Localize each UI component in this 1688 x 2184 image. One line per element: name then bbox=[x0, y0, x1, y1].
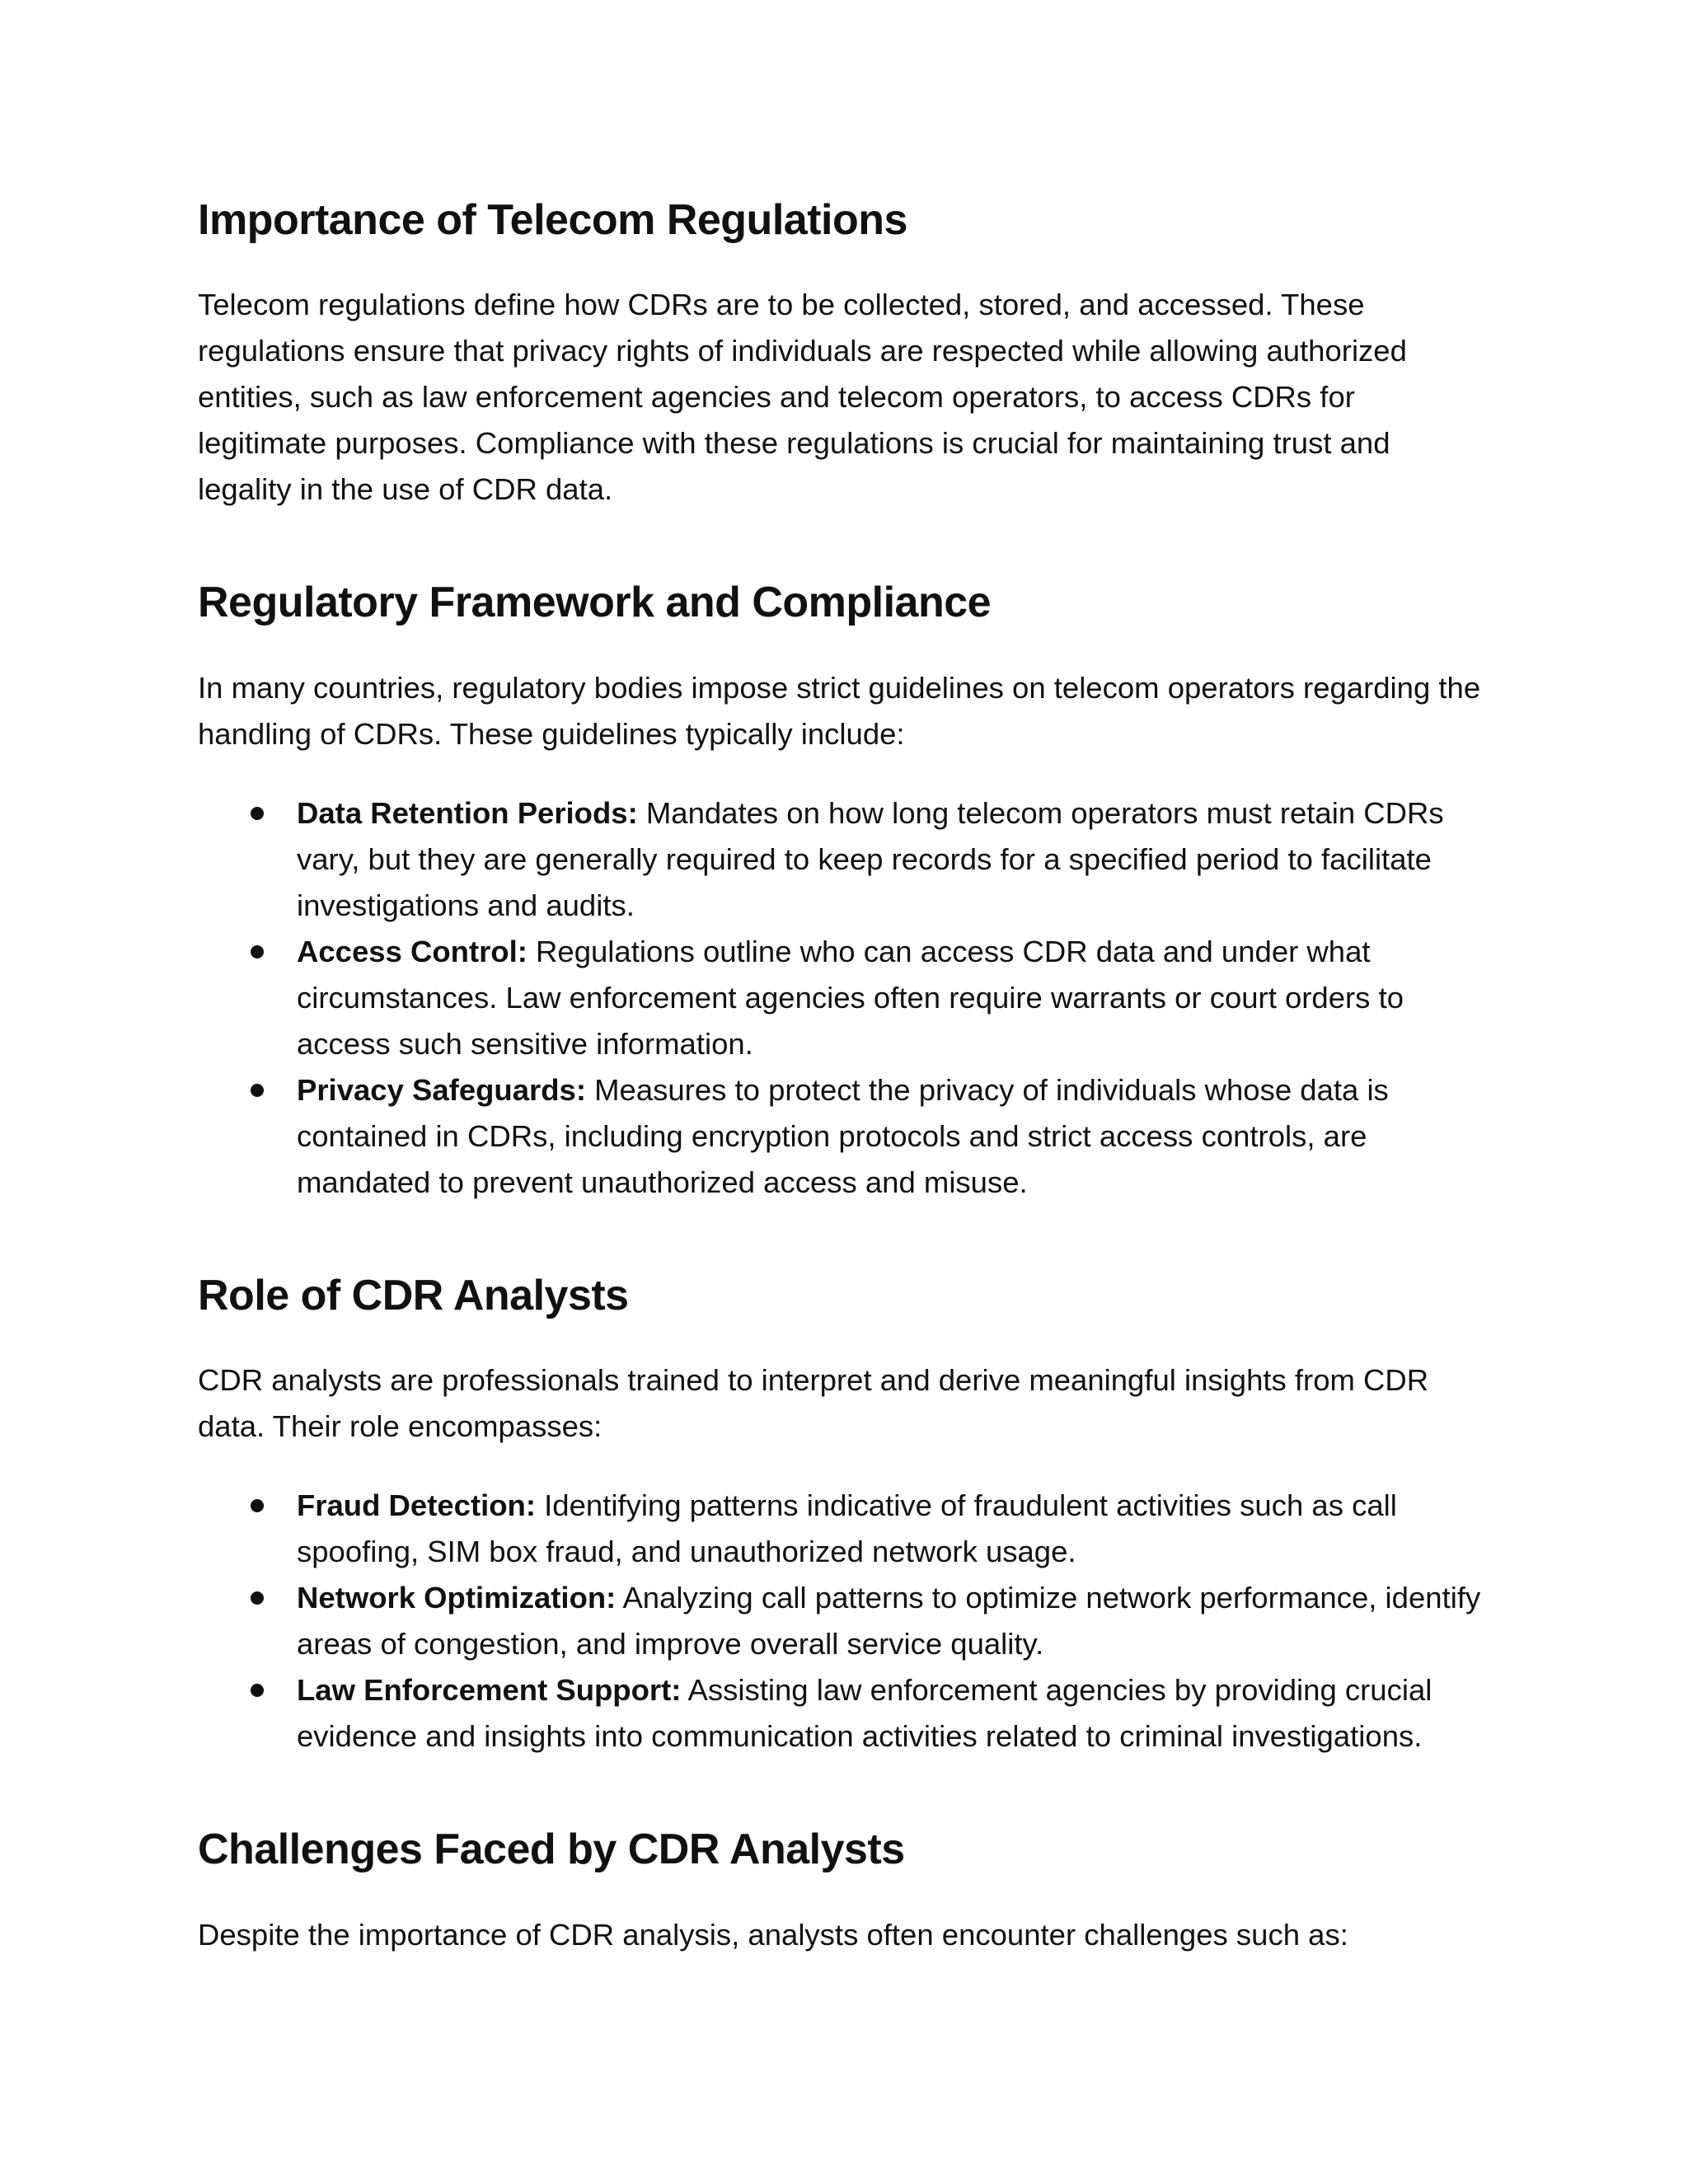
bullet-list bbox=[198, 790, 1484, 1206]
list-item-text: Measures to protect the privacy of individuals whose data is contained in CDRs, including encryption protocols and strict access controls, are mandated to prevent unauthorized access and misuse. bbox=[297, 1072, 1389, 1199]
list-item bbox=[198, 1067, 1484, 1206]
list-item bbox=[198, 1483, 1484, 1575]
list-item-term: Law Enforcement Support: bbox=[297, 1673, 682, 1708]
bullet-icon bbox=[251, 945, 264, 958]
bullet-icon bbox=[251, 1591, 264, 1605]
section-paragraph: CDR analysts are professionals trained to interpret and derive meaningful insights from CDR data. Their role encompasses: bbox=[198, 1363, 1429, 1444]
list-item-term: Data Retention Periods: bbox=[297, 795, 638, 830]
list-item-term: Network Optimization: bbox=[297, 1581, 617, 1615]
list-item-term: Fraud Detection: bbox=[297, 1488, 536, 1523]
list-item bbox=[198, 1575, 1484, 1667]
list-item-text: Regulations outline who can access CDR data and under what circumstances. Law enforcement agencies often require warrants or court orders to access such sensitive information. bbox=[297, 934, 1404, 1061]
bullet-icon bbox=[251, 1084, 264, 1097]
list-item-term: Access Control: bbox=[297, 934, 528, 968]
document-page bbox=[198, 194, 1484, 1958]
section-heading: Role of CDR Analysts bbox=[198, 1271, 629, 1319]
list-item-text: Assisting law enforcement agencies by providing crucial evidence and insights into communication activities related to criminal investigations. bbox=[297, 1673, 1432, 1754]
list-item bbox=[198, 1667, 1484, 1760]
section-paragraph: In many countries, regulatory bodies impose strict guidelines on telecom operators regarding the handling of CDRs. These guidelines typically include: bbox=[198, 670, 1481, 751]
bullet-icon bbox=[251, 1499, 264, 1512]
list-item bbox=[198, 929, 1484, 1067]
section-paragraph: Telecom regulations define how CDRs are to be collected, stored, and accessed. These regulations ensure that privacy rights of individuals are respected while allowing authorized entities, such as law enforcement agencies and telecom operators, to access CDRs for legitimate purposes. Compliance with these regulations is crucial for maintaining trust and legality in the use of CDR data. bbox=[198, 288, 1407, 507]
section-paragraph: Despite the importance of CDR analysis, analysts often encounter challenges such as: bbox=[198, 1917, 1348, 1952]
list-item bbox=[198, 790, 1484, 929]
list-item-text: Identifying patterns indicative of fraudulent activities such as call spoofing, SIM box fraud, and unauthorized network usage. bbox=[297, 1488, 1397, 1569]
bullet-icon bbox=[251, 1684, 264, 1697]
section-heading: Challenges Faced by CDR Analysts bbox=[198, 1825, 905, 1874]
list-item-text: Analyzing call patterns to optimize network performance, identify areas of congestion, and improve overall service quality. bbox=[297, 1581, 1481, 1661]
bullet-icon bbox=[251, 807, 264, 820]
list-item-term: Privacy Safeguards: bbox=[297, 1072, 586, 1107]
section-heading: Regulatory Framework and Compliance bbox=[198, 579, 992, 627]
list-item-text: Mandates on how long telecom operators must retain CDRs vary, but they are generally required to keep records for a specified period to facilitate investigations and audits. bbox=[297, 795, 1444, 922]
bullet-list bbox=[198, 1483, 1484, 1760]
section-heading: Importance of Telecom Regulations bbox=[198, 196, 907, 244]
